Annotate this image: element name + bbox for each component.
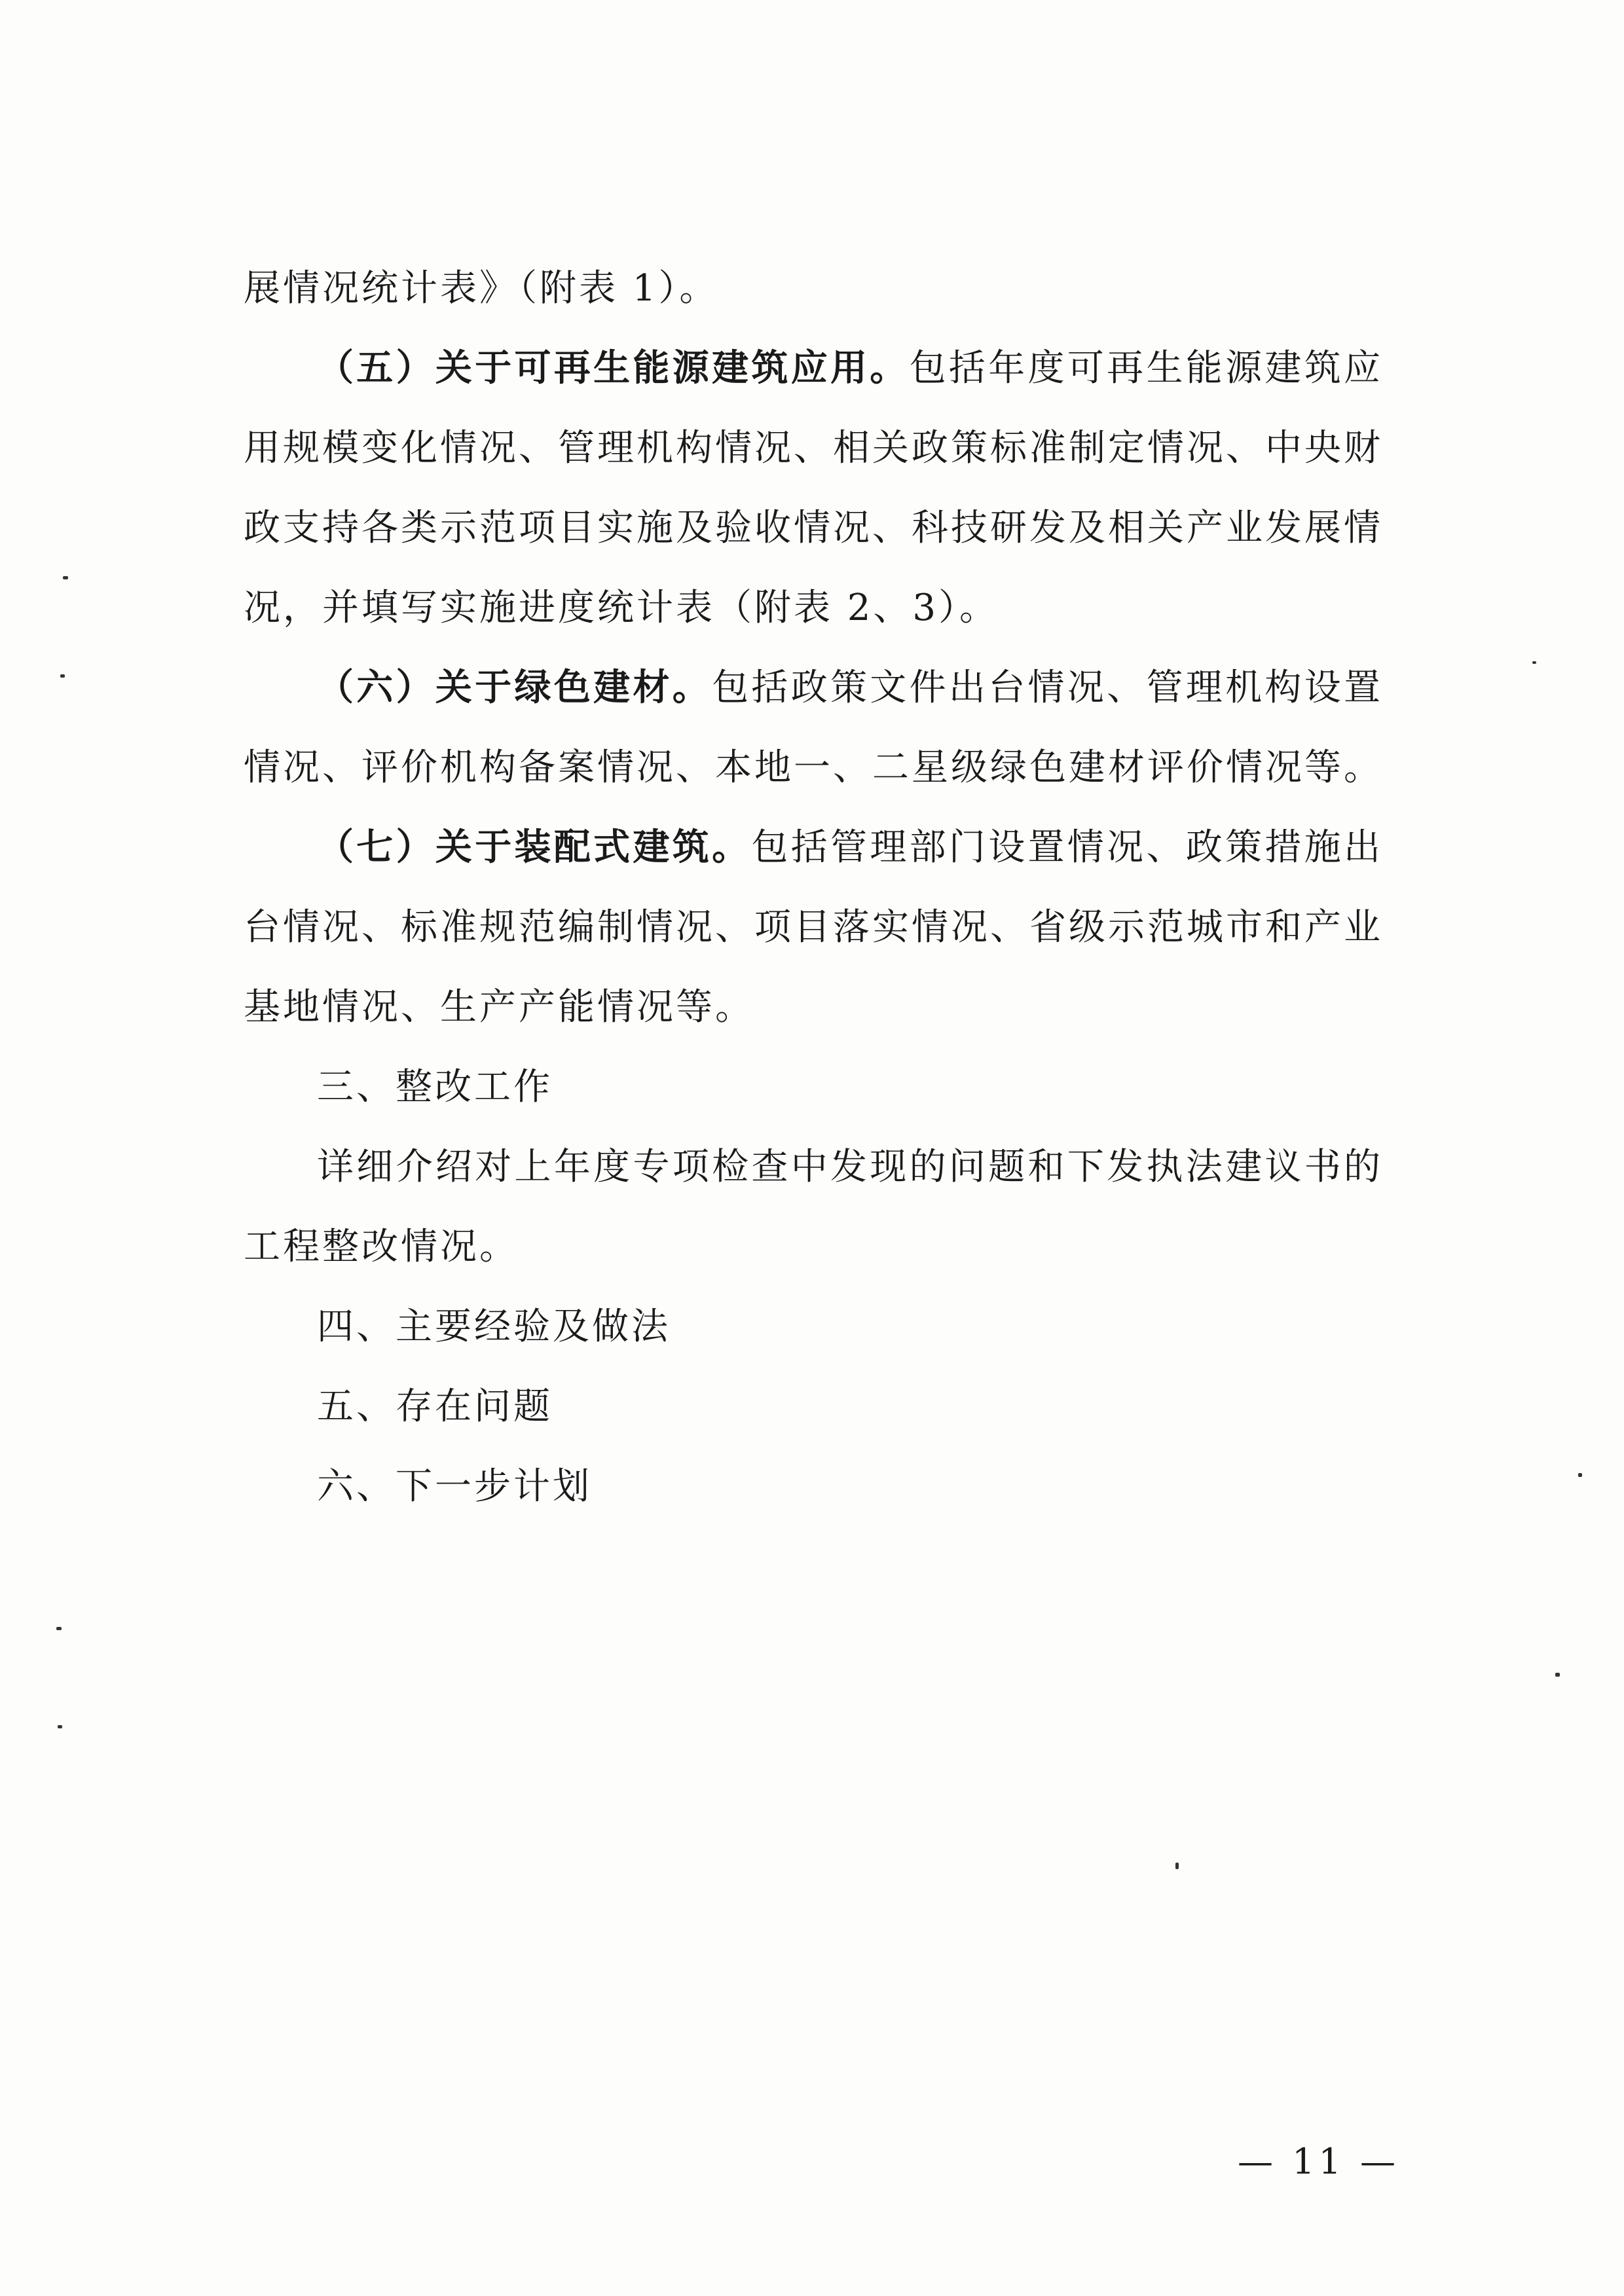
paragraph-lead: （五）关于可再生能源建筑应用。 [317,347,910,390]
scan-speck [63,576,68,579]
paragraph-text: 展情况统计表》（附表 1）。 [244,267,719,310]
scan-speck [60,674,65,678]
document-body [244,249,1383,1527]
paragraph-text: 详细介绍对上年度专项检查中发现的问题和下发执法建议书的工程整改情况。 [244,1146,1383,1268]
section-heading-rectification: 三、整改工作 [317,1066,553,1108]
paragraph-lead: （七）关于装配式建筑。 [317,826,752,869]
section-heading-next-plan: 六、下一步计划 [317,1465,592,1508]
paragraph-green-materials [244,648,1383,808]
scan-speck [1555,1673,1560,1677]
paragraph-text: 包括政策文件出台情况、管理机构设置情况、评价机构备案情况、本地一、二星级绿色建材评价情况等。 [244,666,1384,789]
paragraph-text: 包括管理部门设置情况、政策措施出台情况、标准规范编制情况、项目落实情况、省级示范城市和产业基地情况、生产产能情况等。 [244,826,1384,1029]
paragraph-rectification [244,1127,1383,1287]
paragraph-lead: （六）关于绿色建材。 [317,666,712,709]
paragraph-renewable-energy [244,329,1383,648]
scan-speck [1175,1863,1179,1869]
paragraph-continuation [244,249,1383,329]
paragraph-text: 包括年度可再生能源建筑应用规模变化情况、管理机构情况、相关政策标准制定情况、中央财政支持各类示范项目实施及验收情况、科技研发及相关产业发展情况，并填写实施进度统计表（附表 2、3）。 [244,347,1384,629]
scan-speck [58,1725,62,1728]
page-number: — 11 — [1238,2141,1400,2182]
scan-speck [1532,661,1536,664]
section-heading-experience: 四、主要经验及做法 [317,1305,671,1348]
scan-speck [1578,1473,1582,1477]
section-heading-problems: 五、存在问题 [317,1385,553,1428]
paragraph-prefab-building [244,808,1383,1048]
scan-speck [56,1627,62,1630]
